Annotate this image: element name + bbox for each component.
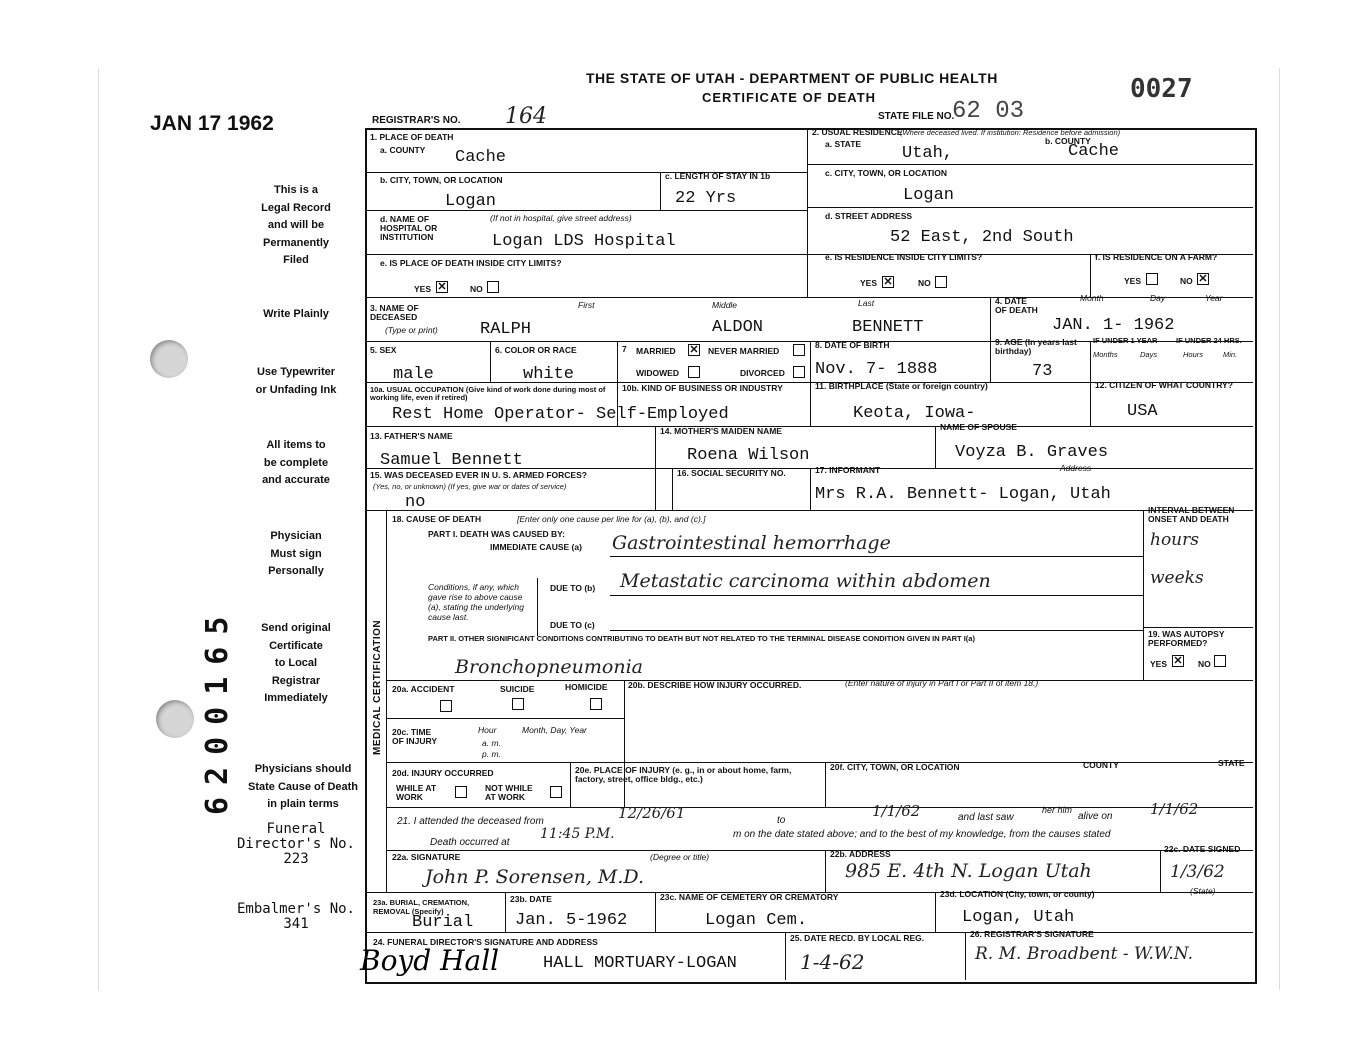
homicide-label: HOMICIDE: [565, 682, 608, 692]
spouse-label: NAME OF SPOUSE: [940, 422, 1017, 432]
widowed-checkbox[interactable]: [688, 366, 700, 378]
death-occurred-label: Death occurred at: [430, 837, 510, 848]
not-while-at-work-checkbox[interactable]: [550, 786, 562, 798]
margin-note-complete: All items to be complete and accurate: [262, 439, 330, 486]
rule: [807, 164, 1253, 165]
deceased-name-label: 3. NAME OF DECEASED: [370, 303, 419, 322]
divorced-checkbox[interactable]: [793, 366, 805, 378]
state-title: THE STATE OF UTAH - DEPARTMENT OF PUBLIC HEALTH: [586, 70, 998, 86]
time-of-injury-label: 20c. TIME OF INJURY: [392, 727, 438, 746]
injury-city-label: 20f. CITY, TOWN, OR LOCATION: [830, 762, 960, 772]
date-of-death: JAN. 1- 1962: [1052, 316, 1175, 335]
autopsy-label: 19. WAS AUTOPSY PERFORMED?: [1148, 629, 1225, 648]
length-of-stay: 22 Yrs: [675, 189, 737, 208]
describe-injury-label: 20b. DESCRIBE HOW INJURY OCCURRED.: [628, 680, 802, 690]
rule: [825, 850, 826, 892]
rule: [386, 762, 1253, 763]
year-label: Year: [1205, 293, 1223, 303]
married-label: MARRIED: [636, 346, 676, 356]
rule: [1143, 510, 1144, 680]
burial-location-label: 23d. LOCATION (City, town, or county): [940, 889, 1095, 899]
interval-b: weeks: [1150, 568, 1204, 588]
never-married-checkbox[interactable]: [793, 344, 805, 356]
funeral-director-signature: Boyd Hall: [360, 944, 500, 977]
res-inside-yes-checkbox[interactable]: ✕: [883, 276, 893, 288]
autopsy-no-checkbox[interactable]: [1214, 655, 1226, 667]
rule: [386, 850, 1253, 851]
birthplace-label: 11. BIRTHPLACE (State or foreign country): [815, 381, 988, 391]
hospital-name: Logan LDS Hospital: [492, 232, 676, 251]
rule: [785, 932, 786, 980]
part-2-value: Bronchopneumonia: [455, 656, 644, 678]
attended-label: 21. I attended the deceased from: [397, 816, 544, 827]
rule: [365, 210, 807, 211]
race: white: [523, 365, 575, 384]
age: 73: [1032, 362, 1053, 381]
marital-no: 7: [622, 344, 627, 354]
place-of-injury-label: 20e. PLACE OF INJURY (e. g., in or about home, farm, factory, street, office bldg., etc.): [575, 765, 792, 784]
certificate-number: 0027: [1130, 74, 1193, 104]
signature-label: 22a. SIGNATURE: [392, 852, 461, 862]
embalmer-no: Embalmer's No. 341: [236, 901, 355, 932]
death-city: Logan: [445, 192, 497, 211]
date-signed: 1/3/62: [1170, 862, 1225, 882]
conditions-note: Conditions, if any, which gave rise to above cause (a), stating the underlying cause last.: [428, 582, 524, 622]
part-1-label: PART I. DEATH WAS CAUSED BY:: [428, 529, 565, 539]
rule: [655, 892, 656, 932]
spouse-name: Voyza B. Graves: [955, 443, 1109, 462]
physician-address-label: 22b. ADDRESS: [830, 849, 891, 859]
while-at-work-checkbox[interactable]: [455, 786, 467, 798]
rule: [1090, 341, 1091, 426]
divorced-label: DIVORCED: [740, 368, 785, 378]
rule: [617, 341, 618, 382]
hour-label: Hour: [478, 725, 497, 735]
received-date-stamp: JAN 17 1962: [150, 112, 274, 135]
margin-note-send-original: Send original Certificate to Local Registrar Immediately: [261, 622, 331, 704]
sex: male: [393, 365, 434, 384]
registrar-no-label: REGISTRAR'S NO.: [372, 115, 461, 126]
funeral-home: HALL MORTUARY-LOGAN: [543, 954, 737, 973]
rule: [365, 510, 1253, 511]
rule: [365, 426, 1253, 427]
burial-date: Jan. 5-1962: [515, 911, 628, 930]
rule: [1090, 254, 1091, 297]
birthplace: Keota, Iowa-: [853, 404, 976, 423]
rule: [990, 297, 991, 341]
res-city: Logan: [903, 186, 955, 205]
rule: [655, 426, 656, 510]
age-label: 9. AGE (In years last birthday): [995, 337, 1077, 356]
address-label: Address: [1060, 463, 1092, 473]
rule: [672, 468, 673, 510]
inside-city-yes-checkbox[interactable]: ✕: [437, 281, 447, 293]
autopsy-yes-checkbox[interactable]: ✕: [1173, 655, 1183, 667]
alive-on: 1/1/62: [1150, 800, 1199, 818]
armed-forces-note: (Yes, no, or unknown) (If yes, give war or dates of service): [373, 482, 567, 491]
vertical-file-number: 6200165: [200, 604, 235, 815]
res-inside-label: e. IS RESIDENCE INSIDE CITY LIMITS?: [825, 252, 983, 262]
business-label: 10b. KIND OF BUSINESS OR INDUSTRY: [622, 383, 783, 393]
rule: [965, 932, 966, 980]
hospital-note: (If not in hospital, give street address): [490, 213, 632, 223]
street-address: 52 East, 2nd South: [890, 228, 1074, 247]
funeral-director-no: Funeral Director's No. 223: [236, 821, 355, 867]
certificate-title: CERTIFICATE OF DEATH: [702, 90, 877, 105]
no-label: NO: [1198, 659, 1211, 669]
res-inside-no-checkbox[interactable]: [935, 276, 947, 288]
rule: [570, 762, 571, 807]
registrar-signature: R. M. Broadbent - W.W.N.: [975, 944, 1193, 964]
birth-label: 8. DATE OF BIRTH: [815, 340, 890, 350]
inside-city-label: e. IS PLACE OF DEATH INSIDE CITY LIMITS?: [380, 258, 562, 268]
accident-label: 20a. ACCIDENT: [392, 684, 455, 694]
immediate-cause-label: IMMEDIATE CAUSE (a): [490, 542, 582, 552]
residence-title: 2. USUAL RESIDENCE: [812, 127, 903, 137]
hours-label: Hours: [1183, 350, 1204, 359]
not-while-at-work-label: NOT WHILE AT WORK: [485, 783, 533, 802]
under-24-hrs: IF UNDER 24 HRS.: [1176, 336, 1242, 345]
degree-label: (Degree or title): [650, 852, 710, 862]
months-label: Months: [1093, 350, 1118, 359]
inside-city-no-checkbox[interactable]: [487, 281, 499, 293]
date-signed-label: 22c. DATE SIGNED: [1164, 844, 1241, 854]
rule: [1143, 627, 1253, 628]
homicide-checkbox[interactable]: [590, 698, 602, 710]
informant-label: 17. INFORMANT: [815, 465, 881, 475]
while-at-work-label: WHILE AT WORK: [396, 783, 437, 802]
margin-note-cause: Physicians should State Cause of Death in plain terms: [247, 763, 359, 810]
citizenship: USA: [1127, 402, 1158, 421]
hospital-label: d. NAME OF HOSPITAL OR INSTITUTION: [380, 214, 438, 242]
burial-label: 23a. BURIAL, CREMATION, REMOVAL (Specify): [373, 898, 470, 916]
cemetery-label: 23c. NAME OF CEMETERY OR CREMATORY: [660, 892, 839, 902]
burial-date-label: 23b. DATE: [510, 894, 552, 904]
mdy-label: Month, Day, Year: [522, 725, 587, 735]
margin-note-typewriter: Use Typewriter or Unfading Ink: [255, 366, 337, 396]
immediate-cause: Gastrointestinal hemorrhage: [612, 532, 891, 554]
place-of-death-title: 1. PLACE OF DEATH: [370, 132, 454, 142]
date-of-death-label: 4. DATE OF DEATH: [995, 296, 1038, 315]
rule: [810, 341, 811, 426]
physician-signature: John P. Sorensen, M.D.: [425, 866, 645, 888]
res-state: Utah,: [902, 144, 954, 163]
informant: Mrs R.A. Bennett- Logan, Utah: [815, 485, 1111, 504]
farm-yes-checkbox[interactable]: [1146, 273, 1158, 285]
res-county: Cache: [1068, 142, 1120, 161]
punch-hole: [156, 700, 194, 738]
yes-label: YES: [414, 284, 432, 294]
to-label: to: [777, 815, 786, 826]
father-label: 13. FATHER'S NAME: [370, 431, 453, 441]
am-label: a. m.: [482, 738, 501, 748]
injury-occurred-label: 20d. INJURY OCCURRED: [392, 768, 494, 778]
due-to-c-label: DUE TO (c): [550, 620, 595, 630]
min-label: Min.: [1223, 350, 1238, 359]
death-occurred-continued: m on the date stated above; and to the best of my knowledge, from the causes stated: [733, 829, 1111, 840]
burial-state-label: (State): [1190, 886, 1216, 896]
part-2-label: PART II. OTHER SIGNIFICANT CONDITIONS CONTRIBUTING TO DEATH BUT NOT RELATED TO THE TERMINAL DISEASE CONDITION GIVEN IN PART I(a): [428, 634, 975, 643]
due-to-b-label: DUE TO (b): [550, 583, 596, 593]
street-label: d. STREET ADDRESS: [825, 211, 913, 221]
rule: [660, 172, 661, 210]
due-to-b: Metastatic carcinoma within abdomen: [620, 570, 991, 592]
type-or-print: (Type or print): [385, 325, 438, 335]
married-checkbox[interactable]: ✕: [689, 344, 699, 356]
stay-label: c. LENGTH OF STAY IN 1b: [665, 171, 771, 181]
her-him: her him: [1042, 805, 1073, 815]
ssn-label: 16. SOCIAL SECURITY NO.: [677, 468, 786, 478]
last-label: Last: [858, 298, 875, 308]
days-label: Days: [1140, 350, 1158, 359]
rule: [1160, 850, 1161, 892]
describe-injury-note: (Enter nature of injury in Part I or Part II of item 18.): [845, 678, 1039, 688]
rule: [610, 630, 1143, 631]
rule: [610, 595, 1143, 596]
armed-forces-label: 15. WAS DECEASED EVER IN U. S. ARMED FORCES?: [370, 470, 587, 480]
rule: [810, 468, 811, 510]
injury-state-label: STATE: [1218, 758, 1245, 768]
yes-label: YES: [1150, 659, 1168, 669]
physician-address: 985 E. 4th N. Logan Utah: [845, 860, 1092, 882]
residence-note: (Where deceased lived. If institution: Residence before admission): [900, 128, 1121, 137]
burial-location: Logan, Utah: [962, 908, 1075, 927]
farm-label: f. IS RESIDENCE ON A FARM?: [1095, 252, 1218, 262]
rule: [935, 426, 936, 468]
funeral-director-label: 24. FUNERAL DIRECTOR'S SIGNATURE AND ADDRESS: [373, 937, 598, 947]
occupation: Rest Home Operator- Self-Employed: [392, 405, 729, 424]
interval-label: INTERVAL BETWEEN ONSET AND DEATH: [1148, 505, 1235, 524]
first-name: RALPH: [480, 320, 532, 339]
rule: [537, 578, 538, 636]
no-label: NO: [1180, 276, 1193, 286]
citizen-label: 12. CITIZEN OF WHAT COUNTRY?: [1095, 380, 1233, 390]
rule: [935, 892, 936, 932]
rule: [365, 297, 1253, 298]
rule: [610, 556, 1143, 557]
death-county: Cache: [455, 148, 507, 167]
rule: [386, 510, 387, 892]
attended-to: 1/1/62: [872, 802, 921, 820]
state-file-no: 62 03: [952, 98, 1025, 125]
accident-checkbox[interactable]: [440, 700, 452, 712]
widowed-label: WIDOWED: [636, 368, 679, 378]
no-label: NO: [470, 284, 483, 294]
disposition: Burial: [412, 913, 474, 932]
alive-on-label: alive on: [1078, 811, 1113, 822]
race-label: 6. COLOR OR RACE: [495, 345, 577, 355]
res-state-label: a. STATE: [825, 139, 862, 149]
never-married-label: NEVER MARRIED: [708, 346, 780, 356]
cause-note: [Enter only one cause per line for (a), (b), and (c).]: [517, 514, 706, 524]
registrar-signature-label: 26. REGISTRAR'S SIGNATURE: [970, 929, 1094, 939]
rule: [624, 680, 625, 807]
rule: [807, 207, 1253, 208]
margin-note-legal: This is a Legal Record and will be Permanently Filed: [261, 184, 331, 266]
sex-label: 5. SEX: [370, 345, 397, 355]
rule: [807, 128, 808, 298]
rule: [490, 341, 491, 382]
res-county-label: b. COUNTY: [1045, 136, 1091, 146]
armed-forces: no: [405, 493, 426, 512]
margin-note-write-plainly: Write Plainly: [263, 308, 329, 320]
last-saw-label: and last saw: [958, 812, 1014, 823]
yes-label: YES: [860, 278, 878, 288]
state-file-label: STATE FILE NO.: [878, 111, 955, 122]
middle-label: Middle: [712, 300, 738, 310]
rule: [825, 762, 826, 807]
registrar-no: 164: [505, 104, 547, 129]
under-1-year: IF UNDER 1 YEAR: [1093, 336, 1158, 345]
margin-note-physician: Physician Must sign Personally: [268, 530, 324, 577]
mother-name: Roena Wilson: [687, 446, 810, 465]
date-received-label: 25. DATE RECD. BY LOCAL REG.: [790, 933, 925, 943]
res-city-label: c. CITY, TOWN, OR LOCATION: [825, 168, 947, 178]
rule: [386, 807, 1253, 808]
father-name: Samuel Bennett: [380, 451, 523, 470]
suicide-checkbox[interactable]: [512, 698, 524, 710]
day-label: Day: [1150, 293, 1166, 303]
occupation-label: 10a. USUAL OCCUPATION (Give kind of work done during most of working life, even if retired): [370, 385, 606, 402]
suicide-label: SUICIDE: [500, 684, 535, 694]
mother-label: 14. MOTHER'S MAIDEN NAME: [660, 426, 782, 436]
pm-label: p. m.: [482, 749, 501, 759]
rule: [386, 680, 1253, 681]
last-name: BENNETT: [852, 318, 924, 337]
death-time: 11:45 P.M.: [540, 826, 615, 842]
punch-hole: [150, 340, 188, 378]
no-label: NO: [918, 278, 931, 288]
attended-from: 12/26/61: [618, 804, 686, 822]
city-label: b. CITY, TOWN, OR LOCATION: [380, 175, 503, 185]
rule: [505, 892, 506, 932]
month-label: Month: [1080, 293, 1104, 303]
medical-certification-side: MEDICAL CERTIFICATION: [372, 619, 383, 755]
rule: [386, 718, 624, 719]
interval-a: hours: [1150, 530, 1199, 550]
injury-county-label: COUNTY: [1083, 760, 1119, 770]
middle-name: ALDON: [712, 318, 764, 337]
county-label: a. COUNTY: [380, 145, 426, 155]
cemetery: Logan Cem.: [705, 911, 808, 930]
date-received: 1-4-62: [800, 950, 865, 974]
first-label: First: [578, 300, 595, 310]
cause-title: 18. CAUSE OF DEATH: [392, 514, 482, 524]
farm-no-checkbox[interactable]: ✕: [1198, 273, 1208, 285]
date-of-birth: Nov. 7- 1888: [815, 360, 938, 379]
yes-label: YES: [1124, 276, 1142, 286]
rule: [990, 341, 991, 382]
